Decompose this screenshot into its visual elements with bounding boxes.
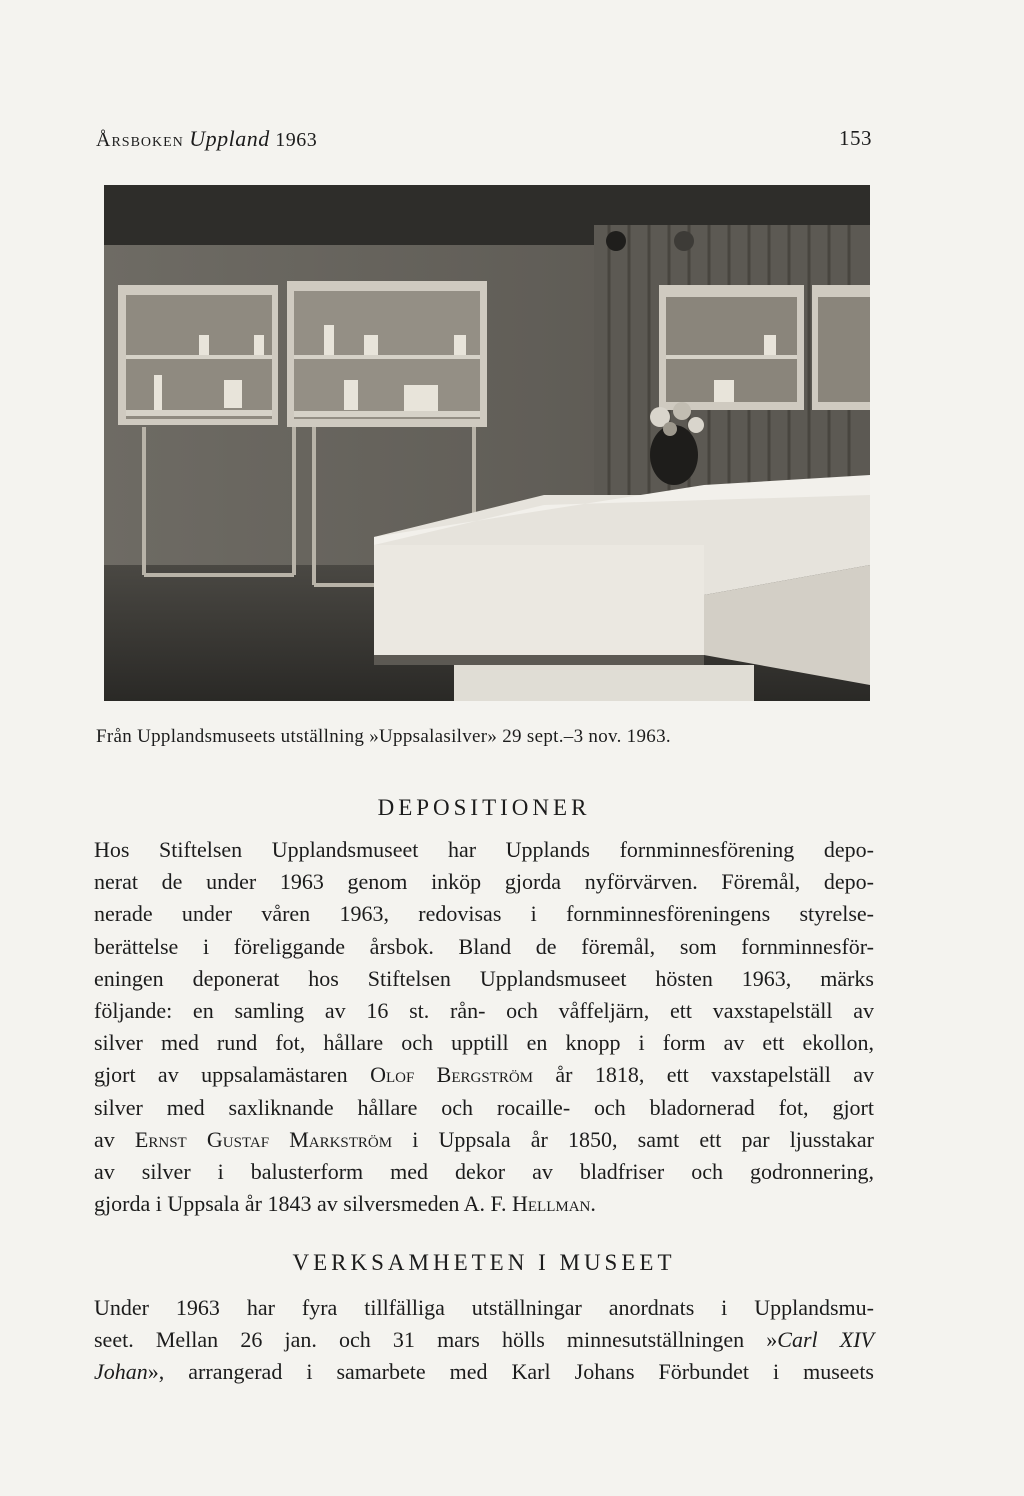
section-body-verksamheten <box>94 1292 874 1389</box>
text-line: silver med saxliknande hållare och rocaille- och bladornerad fot, gjort <box>94 1094 874 1120</box>
text-line: av silver i balusterform med dekor av bladfriser och godronnering, <box>94 1158 874 1184</box>
section-heading-depositioner: DEPOSITIONER <box>377 795 591 820</box>
yearbook-year: 1963 <box>275 129 318 151</box>
running-head <box>96 126 872 156</box>
text-line: Hos Stiftelsen Upplandsmuseet har Upplands fornminnesförening depo- <box>94 837 874 862</box>
text-fragment: gjorda i Uppsala år 1843 av silversmeden A. F. <box>94 1191 512 1217</box>
photo-caption: Från Upplandsmuseets utställning »Uppsalasilver» 29 sept.–3 nov. 1963. <box>96 726 671 747</box>
series-name: Årsboken <box>96 129 184 151</box>
section-body-depositioner <box>94 834 874 1220</box>
text-fragment: . <box>590 1191 596 1217</box>
text-line <box>94 1188 874 1220</box>
text-line <box>94 1059 874 1091</box>
person-name: Ernst Gustaf Markström <box>134 1126 393 1152</box>
text-fragment: seet. Mellan 26 jan. och 31 mars hölls minnesutställningen » <box>94 1327 778 1353</box>
text-line <box>94 1124 874 1156</box>
text-line <box>94 1324 874 1356</box>
text-fragment: av <box>94 1126 135 1152</box>
running-head-title <box>96 126 317 152</box>
text-line: Under 1963 har fyra tillfälliga utställningar anordnats i Upplandsmu- <box>94 1295 874 1320</box>
page-number: 153 <box>839 126 872 150</box>
exhibition-photo-image <box>104 185 870 701</box>
text-line: eningen deponerat hos Stiftelsen Upplandsmuseet hösten 1963, märks <box>94 965 874 991</box>
person-name: Hellman <box>512 1191 591 1217</box>
text-fragment: », arrangerad i samarbete med Karl Johans Förbundet i museets <box>147 1359 874 1385</box>
text-line: berättelse i föreliggande årsbok. Bland de föremål, som fornminnesför- <box>94 933 874 959</box>
text-line: silver med rund fot, hållare och upptill en knopp i form av ett ekollon, <box>94 1030 874 1056</box>
exhibition-photo <box>104 185 870 701</box>
person-name: Olof Bergström <box>370 1062 534 1088</box>
text-line <box>94 1356 874 1388</box>
text-fragment: i Uppsala år 1850, samt ett par ljusstakar <box>392 1126 875 1152</box>
exhibition-title: Carl XIV <box>777 1327 874 1353</box>
section-heading-verksamheten: VERKSAMHETEN I MUSEET <box>292 1250 676 1275</box>
text-line: följande: en samling av 16 st. rån- och våffeljärn, ett vaxstapelställ av <box>94 997 874 1023</box>
yearbook-title: Uppland <box>189 126 270 151</box>
text-fragment: gjort av uppsalamästaren <box>94 1062 371 1088</box>
text-fragment: år 1818, ett vaxstapelställ av <box>533 1062 874 1088</box>
text-line: nerat de under 1963 genom inköp gjorda nyförvärven. Föremål, depo- <box>94 869 874 895</box>
text-line: nerade under våren 1963, redovisas i fornminnesföreningens styrelse- <box>94 901 874 927</box>
exhibition-title: Johan <box>94 1359 148 1385</box>
